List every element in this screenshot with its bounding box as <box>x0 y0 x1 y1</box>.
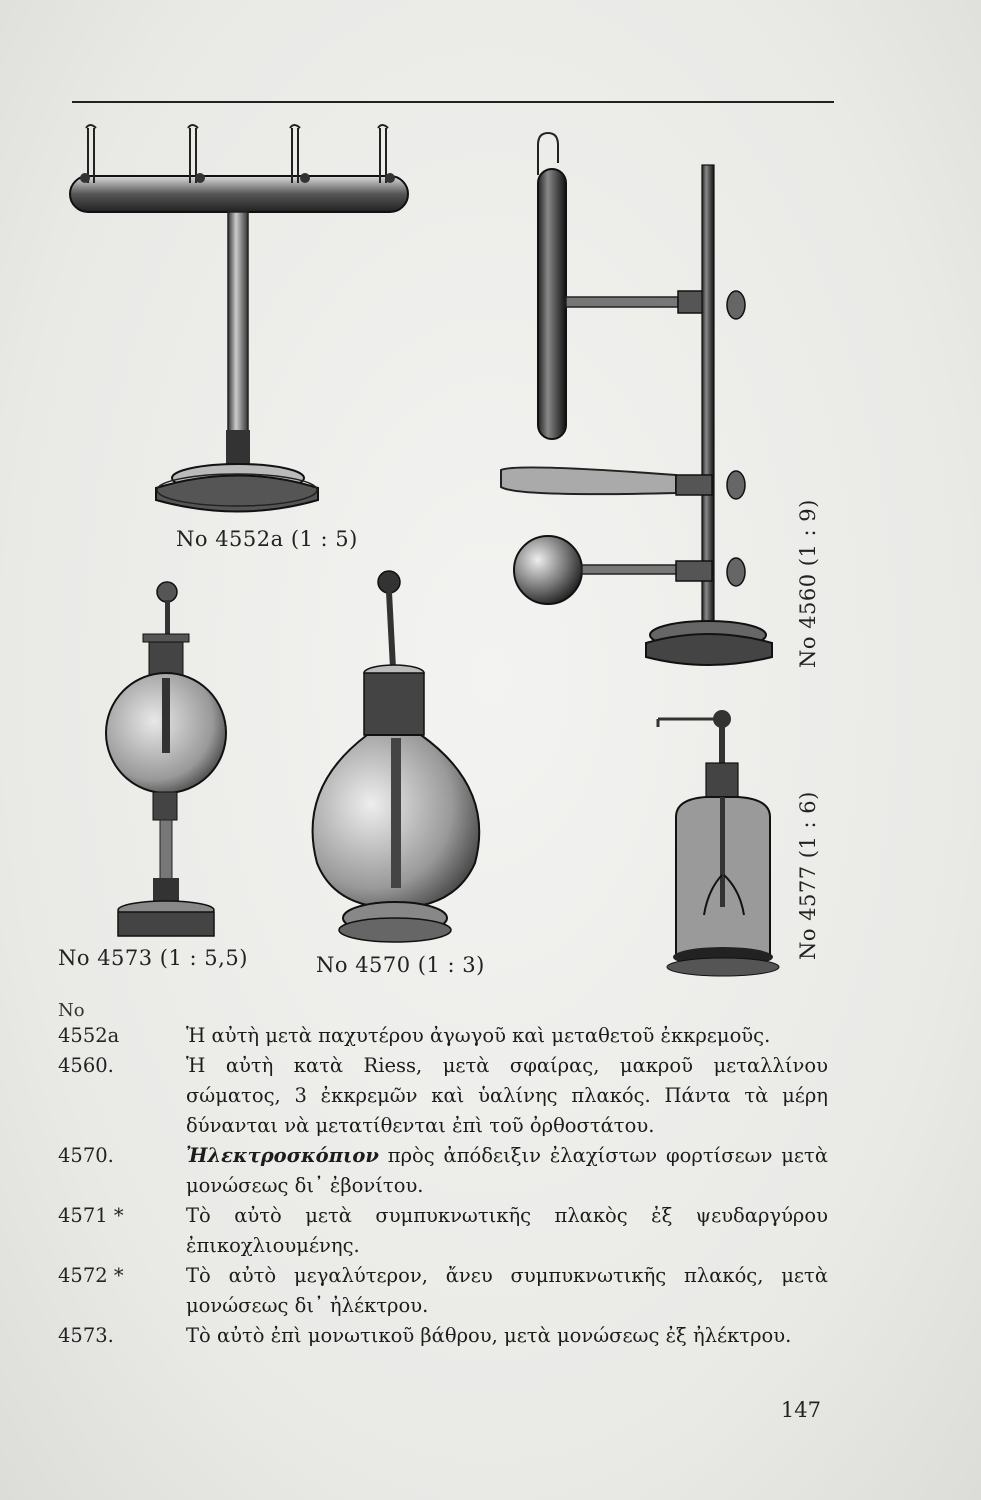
figure-4573-illustration <box>95 578 245 943</box>
catalog-entry-4560 <box>58 1051 828 1141</box>
entry-description <box>186 1141 828 1201</box>
figure-4560-illustration <box>496 125 786 685</box>
figure-4570-illustration <box>305 568 490 948</box>
entry-title: Ἠλεκτροσκόπιον <box>186 1144 379 1167</box>
top-rule <box>72 101 834 103</box>
entry-number: 4560. <box>58 1054 114 1077</box>
entry-number: 4571 * <box>58 1204 124 1227</box>
figure-4577-caption: No 4577 (1 : 6) <box>796 791 820 960</box>
entry-description: Τὸ αὐτὸ μετὰ συμπυκνωτικῆς πλακὸς ἐξ ψευδαργύρου ἐπικοχλιουμένης. <box>186 1204 828 1257</box>
entry-description: Τὸ αὐτὸ μεγαλύτερον, ἄνευ συμπυκνωτικῆς πλακός, μετὰ μονώσεως δι᾽ ἠλέκτρου. <box>186 1264 828 1317</box>
catalog-entry-4552a <box>58 1021 828 1051</box>
figure-4577-illustration <box>648 705 788 985</box>
entry-number: 4572 * <box>58 1264 124 1287</box>
figure-4570-caption: No 4570 (1 : 3) <box>316 953 485 977</box>
figure-4552a-caption: No 4552a (1 : 5) <box>176 527 358 551</box>
entry-number: 4570. <box>58 1144 114 1167</box>
catalog-entry-4570 <box>58 1141 828 1201</box>
entry-number: 4573. <box>58 1324 114 1347</box>
catalog-entry-4573 <box>58 1321 828 1351</box>
entry-description: Τὸ αὐτὸ ἐπὶ μονωτικοῦ βάθρου, μετὰ μονώσεως ἐξ ἠλέκτρου. <box>186 1324 792 1347</box>
catalog-entry-4572 <box>58 1261 828 1321</box>
catalog-number-header: No <box>58 1000 85 1021</box>
catalog-entry-4571 <box>58 1201 828 1261</box>
entry-number: 4552a <box>58 1024 120 1047</box>
figure-4560-caption: No 4560 (1 : 9) <box>796 499 820 668</box>
entry-description: Ἡ αὐτὴ κατὰ Riess, μετὰ σφαίρας, μακροῦ μεταλλίνου σώματος, 3 ἐκκρεμῶν καὶ ὑαλίνης πλακός. Πάντα τὰ μέρη δύνανται νὰ μετατίθενται ἐπὶ τοῦ ὀρθοστάτου. <box>186 1054 828 1137</box>
page-number: 147 <box>780 1398 821 1422</box>
figure-4573-caption: No 4573 (1 : 5,5) <box>58 946 248 970</box>
figure-4552a-illustration <box>60 118 430 528</box>
catalog-listing <box>58 1000 828 1351</box>
entry-description: Ἡ αὐτὴ μετὰ παχυτέρου ἀγωγοῦ καὶ μεταθετοῦ ἐκκρεμοῦς. <box>186 1024 771 1047</box>
entry-text: πρὸς ἀπόδειξιν ἐλαχίστων φορτίσεων μετὰ μονώσεως δι᾽ ἐβονίτου. <box>186 1144 828 1197</box>
